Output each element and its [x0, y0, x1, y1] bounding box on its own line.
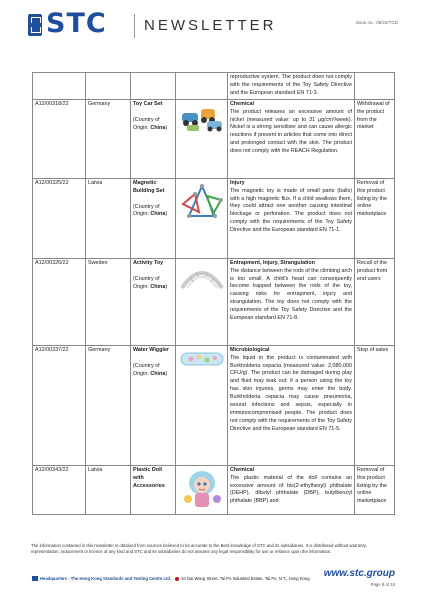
row-country: Latvia	[86, 465, 131, 514]
row-measure: Recall of the product from end users	[355, 258, 395, 345]
climbing-arch-image	[179, 262, 225, 290]
risk-description: The liquid in the product is contaminated with Burkholderia cepacia (measured value: 2,080,000 CFU/g). The product can be damaged during play and fluid may leak out; if a person using the toy has skin injuries, germs may enter the body. Burkholderia cepacia may cause pneumonia, wound infections and sepsis, especially in immunocompromised people. The product does not comply with the requirements of the Toy Safety Directive and the European standard EN 71-5.	[230, 354, 352, 432]
table-row	[33, 465, 395, 514]
headquarters-address: 10 Dai Wang Street, Tai Po Industrial Estate, Tai Po, N.T., Hong Kong	[181, 576, 310, 581]
risk-type: Chemical	[230, 466, 254, 473]
table-row-continued	[33, 73, 395, 100]
header-divider	[134, 14, 135, 38]
product-photo	[176, 178, 228, 258]
row-country: Sweden	[86, 258, 131, 345]
risk-description: The plastic material of the doll contains an excessive amount of bis(2-ethylhexyl) phthalate (DEHP), dibutyl phthalate (DBP), butylbenzyl phthalate (BBP) and	[230, 474, 352, 505]
row-reference: A12/00318/22	[33, 99, 86, 178]
recall-table	[32, 72, 395, 515]
location-pin-icon	[175, 577, 179, 581]
magnetic-building-set-image	[179, 182, 225, 222]
product-name: Water Wiggler	[133, 346, 169, 353]
row-description	[228, 465, 355, 514]
risk-type: Entrapment, Injury, Strangulation	[230, 259, 315, 266]
row-description	[228, 99, 355, 178]
website-link[interactable]: www.stc.group	[323, 568, 395, 579]
row-description: reproductive system. The product does not comply with the requirements of the Toy Safety Directive and the European standard EN 71-3.	[228, 73, 355, 100]
plastic-doll-image	[179, 469, 225, 509]
table-row	[33, 345, 395, 465]
row-measure: Removal of this product listing by the online marketplace	[355, 465, 395, 514]
risk-description: The magnetic toy is made of small parts (balls) with a high magnetic flux. If a child swallows them, they could attract one another causing intestinal blockage or perforation. The product does not comply with the requirements of the Toy Safety Directive and the European standard EN 71-1.	[230, 187, 352, 234]
table-row	[33, 258, 395, 345]
row-product	[131, 99, 176, 178]
row-product	[131, 178, 176, 258]
issue-number: Issue no.: 09/22/TCD	[355, 20, 398, 25]
risk-description: The product releases an excessive amount of nickel (measured value: up to 31 µg/cm²/week). Nickel is a strong sensitiser and can cause allergic reactions if present in articles that come into direct and prolonged contact with the skin. The product does not comply with the REACH Regulation.	[230, 108, 352, 155]
row-description	[228, 345, 355, 465]
product-name: Toy Car Set	[133, 100, 163, 107]
product-origin: (Country of Origin: China)	[133, 116, 168, 131]
row-measure: Removal of this product listing by the online marketplace	[355, 178, 395, 258]
disclaimer-text: The information contained in this newsletter is obtained from sources believed to be accurate to the Best knowledge of STC and its subsidiaries. It is distributed without warranty, representation, inducement or licence of any kind and STC and its subsidiaries do not assume any legal responsibility for use or reliance upon the information.	[31, 543, 367, 554]
product-name: Magnetic Building Set	[133, 179, 165, 194]
toy-car-image	[179, 103, 225, 133]
product-photo	[176, 258, 228, 345]
product-photo	[176, 99, 228, 178]
product-origin: (Country of Origin: China)	[133, 275, 168, 290]
page-footer	[0, 566, 425, 600]
row-country: Germany	[86, 99, 131, 178]
row-description	[228, 258, 355, 345]
page-number: Page 8 of 15	[370, 582, 395, 587]
product-origin: (Country of Origin: China)	[133, 362, 168, 377]
headquarters-label: Headquarters - The Hong Kong Standards and Testing Centre Ltd.	[40, 576, 172, 581]
row-measure: Stop of sales	[355, 345, 395, 465]
row-product	[131, 345, 176, 465]
row-country: Germany	[86, 345, 131, 465]
product-origin: (Country of Origin: China)	[133, 203, 168, 218]
risk-type: Chemical	[230, 100, 254, 107]
row-reference: A12/00343/22	[33, 465, 86, 514]
stc-logo-icon	[28, 14, 42, 36]
row-product	[131, 258, 176, 345]
newsletter-header	[0, 0, 425, 52]
row-description	[228, 178, 355, 258]
risk-type: Microbiological	[230, 346, 270, 353]
stc-logo-text: STC	[46, 8, 107, 39]
headquarters-line	[32, 576, 310, 581]
product-name: Activity Toy	[133, 259, 164, 266]
row-country: Latvia	[86, 178, 131, 258]
newsletter-title: NEWSLETTER	[144, 17, 277, 34]
water-wiggler-image	[179, 349, 225, 369]
product-name: Plastic Doll with Accessories	[133, 466, 165, 489]
risk-description: The distance between the rods of the climbing arch is too small. A child's head can consequently become trapped between the rods of the toy, causing risks for entrapment, injury and strangulation. The toy does not comply with the requirements of the Toy Safety Directive and the European standard EN 71-8.	[230, 267, 352, 322]
row-reference: A12/00337/22	[33, 345, 86, 465]
row-measure: Withdrawal of the product from the market	[355, 99, 395, 178]
row-product	[131, 465, 176, 514]
table-row	[33, 99, 395, 178]
risk-type: Injury	[230, 179, 245, 186]
product-photo	[176, 465, 228, 514]
table-row	[33, 178, 395, 258]
product-photo	[176, 345, 228, 465]
building-icon	[32, 576, 38, 581]
row-reference: A12/00326/22	[33, 258, 86, 345]
row-reference: A12/00325/22	[33, 178, 86, 258]
